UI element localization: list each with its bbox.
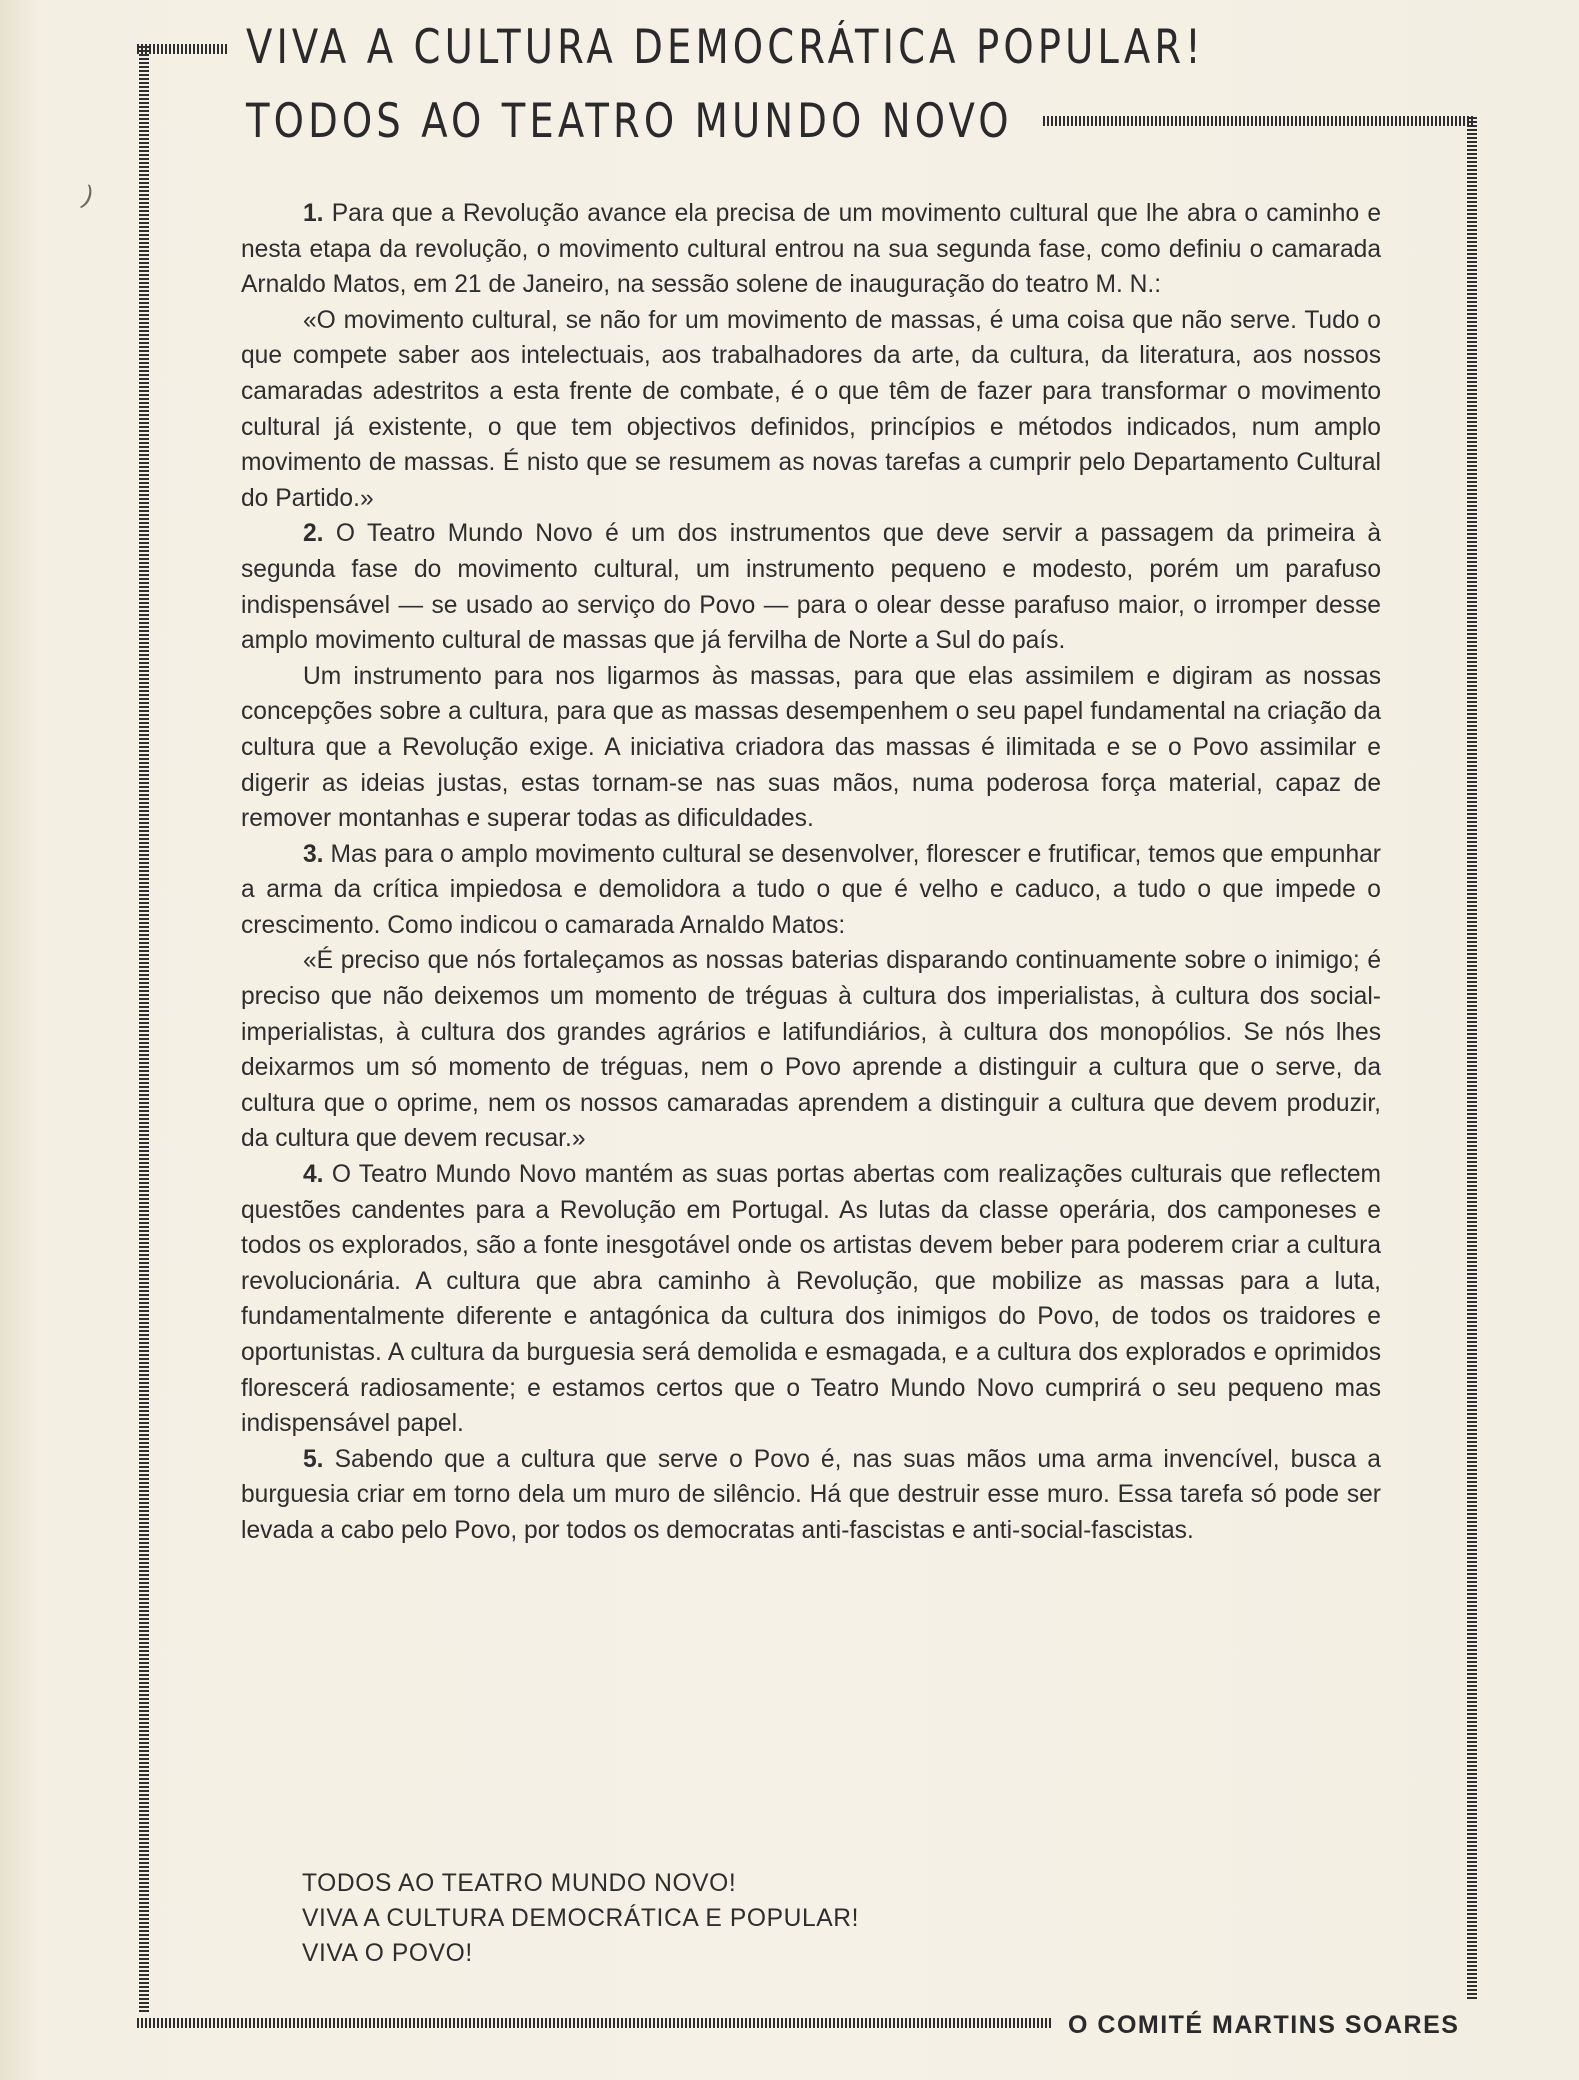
paragraph-number: 4. [303,1161,324,1189]
paragraph-number: 2. [303,520,324,548]
frame-top-left-rule [137,44,229,54]
frame-bottom-rule [137,2018,1053,2028]
paragraph-text: O Teatro Mundo Novo mantém as suas portas abertas com realizações culturais que reflectem questões candentes para a Revolução em Portugal. As lutas da classe operária, dos camponeses e todos os explorados, são a fonte inesgotável onde os artistas devem beber para poderem criar a cultura revolucionária. A cultura que abra caminho à Revolução, que mobilize as massas para a luta, fundamentalmente diferente e antagónica da cultura dos inimigos do Povo, de todos os traidores e oportunistas. A cultura da burguesia será demolida e esmagada, e a cultura dos explorados e oprimidos florescerá radiosamente; e estamos certos que o Teatro Mundo Novo cumprirá o seu pequeno mas indispensável papel. [241,1161,1381,1438]
paragraph-number: 1. [303,200,324,227]
paragraph-text: O Teatro Mundo Novo é um dos instrumentos que deve servir a passagem da primeira à segunda fase do movimento cultural, um instrumento pequeno e modesto, porém um parafuso indispensável — se usado ao serviço do Povo — para o olear desse parafuso maior, o irromper desse amplo movimento cultural de massas que já fervilha de Norte a Sul do país. [241,520,1381,655]
paragraph-number: 5. [303,1445,324,1473]
closing-slogans [302,1866,859,1971]
margin-mark: ) [79,179,98,211]
slogan-line: VIVA A CULTURA DEMOCRÁTICA E POPULAR! [302,1905,860,1932]
paragraph-3 [241,837,1381,944]
frame-left-rule [139,44,149,2012]
frame-right-rule [1467,116,1477,1999]
slogan-line: TODOS AO TEATRO MUNDO NOVO! [302,1870,737,1897]
slogan-line: VIVA O POVO! [302,1940,473,1967]
headline-line-1: VIVA A CULTURA DEMOCRÁTICA POPULAR! [246,20,1205,75]
paragraph-5 [241,1442,1381,1549]
article-body [241,196,1381,1549]
paragraph-text: Para que a Revolução avance ela precisa de um movimento cultural que lhe abra o caminho e nesta etapa da revolução, o movimento cultural entrou na sua segunda fase, como definiu o camarada Arnaldo Matos, em 21 de Janeiro, na sessão solene de inauguração do teatro M. N.: [241,200,1381,299]
frame-top-right-rule [1043,116,1475,126]
paragraph-text: Mas para o amplo movimento cultural se desenvolver, florescer e frutificar, temos que empunhar a arma da crítica impiedosa e demolidora a tudo o que é velho e caduco, a tudo o que impede o crescimento. Como indicou o camarada Arnaldo Matos: [241,840,1381,939]
paragraph-text: Um instrumento para nos ligarmos às massas, para que elas assimilem e digiram as nossas concepções sobre a cultura, para que as massas desempenhem o seu papel fundamental na criação da cultura que a Revolução exige. A iniciativa criadora das massas é ilimitada e se o Povo assimilar e digerir as ideias justas, estas tornam-se nas suas mãos, numa poderosa força material, capaz de remover montanhas e superar todas as dificuldades. [241,662,1381,833]
signature: O COMITÉ MARTINS SOARES [1068,2011,1460,2039]
paragraph-2 [241,516,1381,658]
headline-line-2: TODOS AO TEATRO MUNDO NOVO [246,94,1013,149]
quote-1 [241,303,1381,517]
paragraph-2b [241,659,1381,837]
paragraph-text: Sabendo que a cultura que serve o Povo é, nas suas mãos uma arma invencível, busca a burguesia criar em torno dela um muro de silêncio. Há que destruir esse muro. Essa tarefa só pode ser levada a cabo pelo Povo, por todos os democratas anti-fascistas e anti-social-fascistas. [241,1445,1381,1544]
paragraph-text: «É preciso que nós fortaleçamos as nossas baterias disparando continuamente sobre o inimigo; é preciso que não deixemos um momento de tréguas à cultura dos imperialistas, à cultura dos social-imperialistas, à cultura dos grandes agrários e latifundiários, à cultura dos monopólios. Se nós lhes deixarmos um só momento de tréguas, nem o Povo aprende a distinguir a cultura que o serve, da cultura que o oprime, nem os nossos camaradas aprendem a distinguir a cultura que devem produzir, da cultura que devem recusar.» [241,947,1381,1153]
quote-2 [241,943,1381,1157]
paragraph-number: 3. [303,840,324,868]
paragraph-4 [241,1157,1381,1442]
paragraph-text: «O movimento cultural, se não for um movimento de massas, é uma coisa que não serve. Tudo o que compete saber aos intelectuais, aos trabalhadores da arte, da cultura, da literatura, aos nossos camaradas adestritos a esta frente de combate, é o que têm de fazer para transformar o movimento cultural já existente, o que tem objectivos definidos, princípios e métodos indicados, num amplo movimento de massas. É nisto que se resumem as novas tarefas a cumprir pelo Departamento Cultural do Partido.» [241,306,1381,512]
paragraph-1 [241,196,1381,303]
